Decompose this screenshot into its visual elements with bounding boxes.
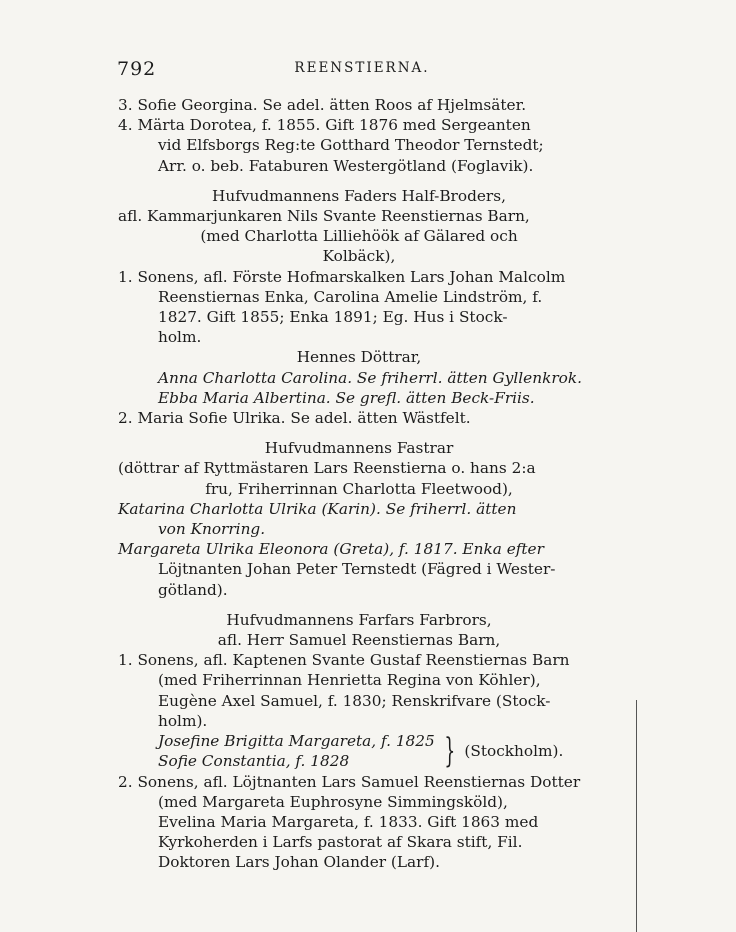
brace-symbol: } (444, 731, 455, 772)
text-line: Katarina Charlotta Ulrika (Karin). Se friherrl. ätten (118, 499, 517, 518)
text-line: Anna Charlotta Carolina. Se friherrl. ätten Gyllenkrok. (158, 368, 582, 387)
text-line: Josefine Brigitta Margareta, f. 1825 (158, 732, 435, 751)
text-line: 1. Sonens, afl. Förste Hofmarskalken Lars Johan Malcolm (118, 267, 566, 286)
text-line: fru, Friherrinnan Charlotta Fleetwood), (205, 479, 513, 498)
text-line: 1827. Gift 1855; Enka 1891; Eg. Hus i Stock- (158, 308, 508, 327)
text-line: von Knorring. (158, 520, 266, 539)
text-line: 2. Sonens, afl. Löjtnanten Lars Samuel Reenstiernas Dotter (118, 772, 581, 791)
section-heading: Hennes Döttrar, (296, 348, 422, 367)
text-line: götland). (158, 580, 228, 599)
text-line: holm). (158, 711, 208, 730)
text-line: Margareta Ulrika Eleonora (Greta), f. 1817. Enka efter (118, 540, 544, 559)
text-line: Eugène Axel Samuel, f. 1830; Renskrifvare (Stock- (158, 691, 551, 710)
text-line: 2. Maria Sofie Ulrika. Se adel. ätten Wästfelt. (118, 409, 471, 428)
text-line: (med Charlotta Lilliehöök af Gälared och (200, 227, 518, 246)
text-line: (med Margareta Euphrosyne Simmingsköld), (158, 792, 508, 811)
text-line: Reenstiernas Enka, Carolina Amelie Lindström, f. (158, 287, 543, 306)
text-line: vid Elfsborgs Reg:te Gotthard Theodor Ternstedt; (158, 136, 544, 155)
section-heading: Hufvudmannens Farfars Farbrors, (226, 610, 492, 629)
text-line: (döttrar af Ryttmästaren Lars Reenstierna o. hans 2:a (118, 459, 536, 478)
text-line: (Stockholm). (464, 742, 564, 761)
text-line: (med Friherrinnan Henrietta Regina von Köhler), (158, 671, 541, 690)
section-heading: Hufvudmannens Fastrar (264, 439, 454, 458)
text-line: Kyrkoherden i Larfs pastorat af Skara stift, Fil. (158, 833, 523, 852)
text-line: Löjtnanten Johan Peter Ternstedt (Fägred i Wester- (158, 560, 556, 579)
text-line: 4. Märta Dorotea, f. 1855. Gift 1876 med Sergeanten (118, 116, 531, 135)
section-heading: Hufvudmannens Faders Half-Broders, (212, 186, 506, 205)
text-line: Kolbäck), (322, 247, 396, 266)
text-line: Ebba Maria Albertina. Se grefl. ätten Beck-Friis. (158, 388, 535, 407)
text-line: Evelina Maria Margareta, f. 1833. Gift 1863 med (158, 812, 539, 831)
running-head: REENSTIERNA. (294, 60, 430, 76)
edge-rule (636, 700, 637, 932)
text-line: Arr. o. beb. Fataburen Westergötland (Foglavik). (158, 156, 534, 175)
text-line: afl. Herr Samuel Reenstiernas Barn, (217, 631, 501, 650)
text-line: 1. Sonens, afl. Kaptenen Svante Gustaf Reenstiernas Barn (118, 651, 570, 670)
text-line: holm. (158, 328, 202, 347)
text-line: 3. Sofie Georgina. Se adel. ätten Roos af Hjelmsäter. (118, 96, 527, 114)
page-number: 792 (117, 58, 157, 80)
bracketed-entries (118, 731, 600, 771)
text-line: Doktoren Lars Johan Olander (Larf). (158, 853, 440, 872)
text-line: Sofie Constantia, f. 1828 (158, 752, 350, 771)
page-body (118, 95, 600, 873)
text-line: afl. Kammarjunkaren Nils Svante Reenstiernas Barn, (118, 207, 530, 226)
